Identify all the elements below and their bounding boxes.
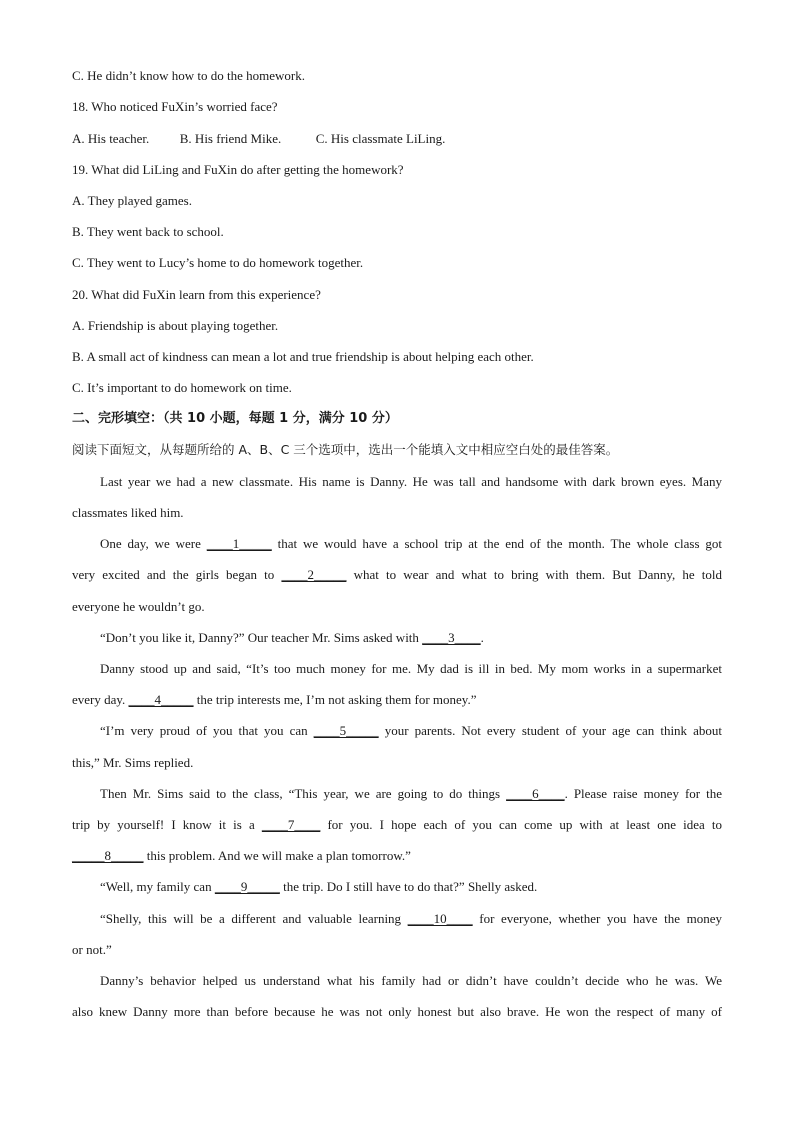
passage-line: or not.”	[72, 942, 112, 957]
blank-1: ____1_____	[206, 536, 272, 551]
section-heading: 二、完形填空：（共 10 小题，每题 1 分，满分 10 分）	[72, 411, 398, 426]
passage-text: the trip. Do I still have to do that?” Shelly asked.	[279, 879, 538, 894]
passage-text: this problem. And we will make a plan tomorrow.”	[143, 848, 411, 863]
passage-text: . Please raise money for the	[564, 786, 722, 801]
passage-line: Last year we had a new classmate. His name is Danny. He was tall and handsome with dark brown eyes. Many	[100, 474, 722, 489]
passage-line	[72, 567, 722, 583]
passage-line	[100, 536, 722, 552]
passage-line: Danny stood up and said, “It’s too much money for me. My dad is ill in bed. My mom works in a supermarket	[100, 661, 722, 676]
passage-text: the trip interests me, I’m not asking them for money.”	[193, 692, 477, 707]
passage-text: One day, we were	[100, 536, 207, 551]
passage-text: “Well, my family can	[100, 879, 215, 894]
blank-6: ____6____	[506, 786, 565, 801]
blank-7: ____7____	[261, 817, 321, 832]
q18-option-a: A. His teacher.	[72, 131, 150, 146]
passage-text: “I’m very proud of you that you can	[100, 723, 314, 738]
q20-option-b: B. A small act of kindness can mean a lot and true friendship is about helping each other.	[72, 349, 534, 364]
q19-option-b: B. They went back to school.	[72, 224, 224, 239]
blank-10: ____10____	[407, 911, 473, 926]
q19-option-c: C. They went to Lucy’s home to do homework together.	[72, 255, 364, 270]
passage-text: your parents. Not every student of your age can think about	[378, 723, 722, 738]
passage-line: this,” Mr. Sims replied.	[72, 755, 194, 770]
q18-question: 18. Who noticed FuXin’s worried face?	[72, 99, 278, 114]
passage-line: classmates liked him.	[72, 505, 184, 520]
passage-text: that we would have a school trip at the end of the month. The whole class got	[271, 536, 722, 551]
q20-question: 20. What did FuXin learn from this experience?	[72, 287, 321, 302]
blank-2: ____2_____	[281, 567, 347, 582]
q17-option-c: C. He didn’t know how to do the homework.	[72, 68, 306, 83]
passage-line	[72, 692, 722, 708]
passage-text: what to wear and what to bring with them. But Danny, he told	[346, 567, 722, 582]
passage-line	[100, 723, 722, 739]
q18-option-c: C. His classmate LiLing.	[315, 131, 446, 146]
q20-option-a: A. Friendship is about playing together.	[72, 318, 279, 333]
passage-line	[72, 817, 722, 833]
passage-line	[72, 848, 722, 864]
blank-3: ____3____	[422, 630, 481, 645]
passage-text: “Shelly, this will be a different and valuable learning	[100, 911, 408, 926]
passage-text: very excited and the girls began to	[72, 567, 282, 582]
blank-5: ____5_____	[313, 723, 379, 738]
passage-text: every day.	[72, 692, 129, 707]
passage-text: for everyone, whether you have the money	[472, 911, 722, 926]
section-instruction: 阅读下面短文，从每题所给的 A、B、C 三个选项中，选出一个能填入文中相应空白处的最佳答案。	[72, 442, 619, 457]
passage-line: also knew Danny more than before because he was not only honest but also brave. He won the respect of many of	[72, 1004, 722, 1019]
blank-4: ____4_____	[128, 692, 194, 707]
passage-line	[100, 630, 722, 646]
passage-line	[100, 879, 722, 895]
passage-line: everyone he wouldn’t go.	[72, 599, 205, 614]
q18-option-b: B. His friend Mike.	[179, 131, 282, 146]
passage-line: Danny’s behavior helped us understand what his family had or didn’t have couldn’t decide who he was. We	[100, 973, 722, 988]
blank-8: _____8_____	[72, 848, 144, 863]
q18-options	[72, 131, 722, 147]
blank-9: ____9_____	[214, 879, 280, 894]
passage-text: “Don’t you like it, Danny?” Our teacher Mr. Sims asked with	[100, 630, 423, 645]
passage-text: Then Mr. Sims said to the class, “This year, we are going to do things	[100, 786, 507, 801]
passage-text: trip by yourself! I know it is a	[72, 817, 262, 832]
passage-line	[100, 911, 722, 927]
q19-question: 19. What did LiLing and FuXin do after getting the homework?	[72, 162, 404, 177]
q19-option-a: A. They played games.	[72, 193, 192, 208]
passage-text: .	[480, 630, 484, 645]
passage-text: for you. I hope each of you can come up with at least one idea to	[320, 817, 722, 832]
passage-line	[100, 786, 722, 802]
q20-option-c: C. It’s important to do homework on time.	[72, 380, 292, 395]
